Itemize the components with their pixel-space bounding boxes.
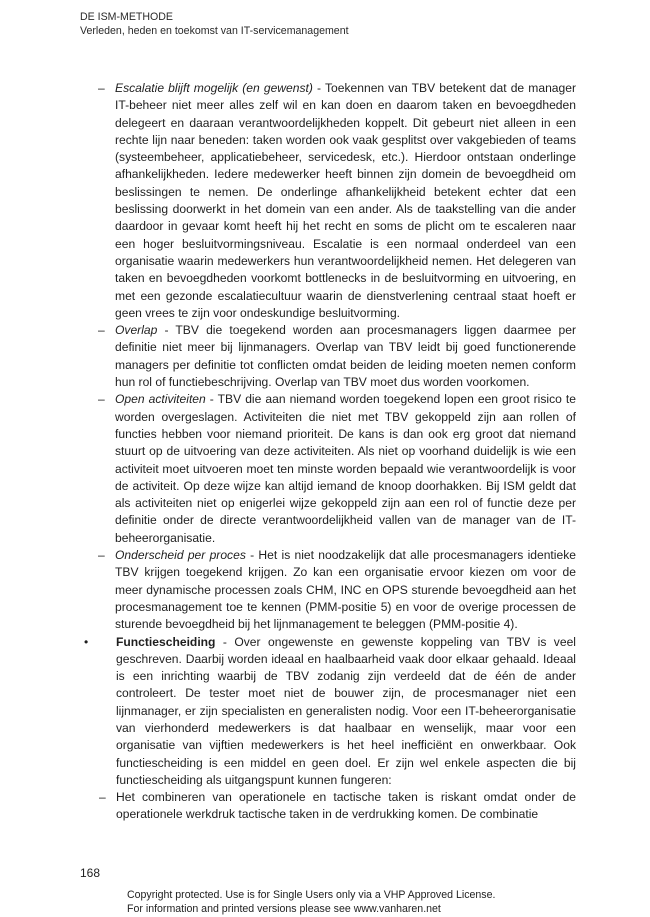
item-term: Overlap [115,323,158,338]
bullet-list-item [82,634,576,824]
dash-marker: – [99,790,106,805]
dash-list-item [98,322,576,391]
item-text: - Over ongewenste en gewenste koppeling van TBV is veel geschreven. Daarbij worden ideaal en haalbaarheid vaak door elkaar gehaald. Ideaal is een inrichting waarbij de TBV zodanig zijn verdeeld dat de één de ander controleert. De tester moet niet de bouwer zijn, de procesmanager niet een lijnmanager, er zijn specialisten en generalisten nodig. Voor een IT-beheerorganisatie van vierhonderd medewerkers is dat haalbaar en wenselijk, maar voor een organisatie van vijftien medewerkers is het heel inefficiënt en onwerkbaar. Ook functiescheiding is een middel en geen doel. Er zijn wel enkele aspecten die bij functiescheiding als uitgangspunt kunnen fungeren: [116,634,576,787]
dash-list-item [99,789,576,824]
item-text: - Het is niet noodzakelijk dat alle procesmanagers identieke TBV krijgen toegekend krijgen. Zo kan een organisatie ervoor kiezen om voor de meer dynamische processen zoals CHM, INC en OPS sturende bevoegdheid aan het procesmanagement toe te kennen (PMM-positie 5) en voor de overige processen de sturende bevoegdheid bij het lijnmanagement te beleggen (PMM-positie 4). [115,548,576,632]
item-text: - Toekennen van TBV betekent dat de manager IT-beheer niet meer alles zelf wil en kan doen en daarom taken en bevoegdheden delegeert en daaraan verantwoordelijkheden koppelt. Dit gebeurt niet alleen in een rechte lijn naar beneden: taken worden ook vaak gesplitst over vakgebieden of teams (systeembeheer, applicatiebeheer, servicedesk, etc.). Hierdoor ontstaan onderlinge afhankelijkheden. Iedere medewerker heeft binnen zijn domein de bevoegdheid om beslissingen te nemen. De onderlinge afhankelijkheid betekent echter dat een beslissing doorwerkt in het domein van een ander. Als de taakstelling van die ander daardoor in gevaar komt heeft hij het recht en soms de plicht om te escaleren naar een hoger besluitvormingsniveau. Escalatie is een normaal onderdeel van een organisatie waarin medewerkers hun verantwoordelijkheid nemen. Het delegeren van taken en bevoegdheden voorkomt bottlenecks in de besluitvorming en uitvoering, en met een gezonde escalatiecultuur waarin de dienstverlening centraal staat hoeft er geen vrees te zijn voor ondeskundige besluitvorming. [115,81,576,320]
item-term: Functiescheiding [116,634,216,649]
item-term: Onderscheid per proces [115,548,246,563]
item-text: - TBV die aan niemand worden toegekend lopen een groot risico te worden overgeslagen. Activiteiten die niet met TBV gekoppeld zijn aan rollen of functies hebben voor niemand prioriteit. De kans is dan ook erg groot dat niemand stuurt op de uitvoering van deze activiteiten. Als niet op voorhand duidelijk is wie een activiteit moet uitvoeren moet ten minste worden bepaald wie verantwoordelijk is voor de activiteit. Op deze wijze kan altijd iemand de knoop doorhakken. Bij ISM geldt dat als activiteiten niet op enigerlei wijze gekoppeld zijn aan een rol of functie deze per definitie onder de directe verantwoordelijkheid vallen van de manager van de IT-beheerorganisatie. [115,392,576,545]
dash-list-item [98,80,576,322]
running-head [80,10,349,38]
item-text: Het combineren van operationele en tactische taken is riskant omdat onder de operationele werkdruk tactische taken in de verdrukking komen. De combinatie [116,790,576,822]
body-text [84,80,576,824]
dash-marker: – [98,548,105,563]
page-number: 168 [80,866,101,880]
bullet-paragraph [116,634,576,790]
dash-list-item [98,391,576,547]
dash-marker: – [98,323,105,338]
book-subtitle: Verleden, heden en toekomst van IT-servicemanagement [80,25,349,37]
dash-marker: – [98,392,105,407]
item-term: Escalatie blijft mogelijk (en gewenst) [115,81,313,95]
book-title: DE ISM-METHODE [80,11,173,23]
dash-marker: – [98,81,105,95]
footer-line-2: For information and printed versions please see www.vanharen.net [127,902,441,915]
bullet-marker: • [84,634,89,649]
footer-line-1: Copyright protected. Use is for Single Users only via a VHP Approved License. [127,889,496,901]
dash-list-item [98,547,576,633]
copyright-footer [127,889,495,916]
item-term: Open activiteiten [115,392,206,407]
item-text: - TBV die toegekend worden aan procesmanagers liggen daarmee per definitie niet meer bij lijnmanagers. Overlap van TBV leidt bij goed functionerende managers per definitie tot conflicten omdat beiden de leiding moeten nemen conform hun rol of functiebeschrijving. Overlap van TBV moet dus worden voorkomen. [115,323,576,390]
